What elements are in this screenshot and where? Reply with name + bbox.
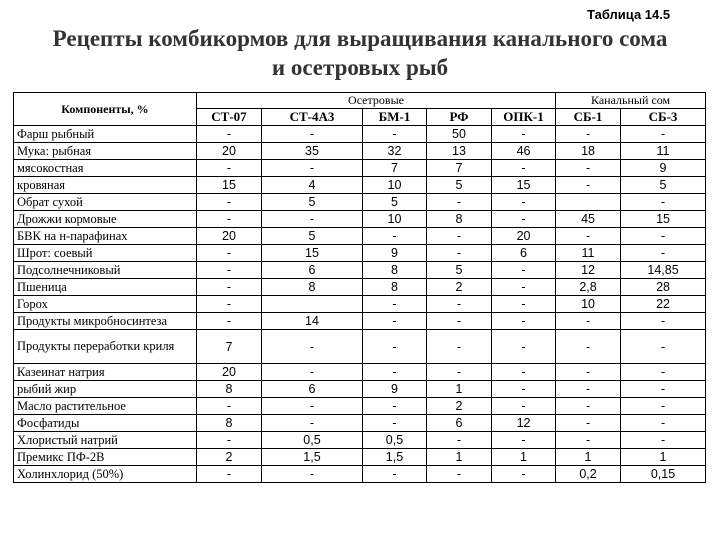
component-name: Продукты переработки криля: [14, 330, 197, 364]
table-cell: -: [621, 432, 706, 449]
table-cell: [556, 194, 621, 211]
header-column: БМ-1: [363, 109, 427, 126]
table-cell: -: [197, 126, 262, 143]
table-cell: 9: [621, 160, 706, 177]
table-cell: 10: [556, 296, 621, 313]
table-cell: 8: [427, 211, 492, 228]
table-cell: [262, 296, 363, 313]
table-cell: -: [492, 313, 556, 330]
table-row: [14, 466, 706, 483]
table-cell: -: [556, 364, 621, 381]
header-column: СТ-4А3: [262, 109, 363, 126]
table-cell: -: [197, 194, 262, 211]
table-cell: -: [556, 228, 621, 245]
table-cell: 5: [262, 194, 363, 211]
table-cell: 20: [197, 143, 262, 160]
table-row: [14, 245, 706, 262]
table-cell: 4: [262, 177, 363, 194]
table-cell: 14: [262, 313, 363, 330]
table-cell: -: [621, 126, 706, 143]
component-name: кровяная: [14, 177, 197, 194]
table-cell: -: [363, 466, 427, 483]
table-cell: 2: [427, 398, 492, 415]
table-cell: -: [621, 228, 706, 245]
header-column: РФ: [427, 109, 492, 126]
table-cell: 12: [556, 262, 621, 279]
table-cell: -: [262, 211, 363, 228]
table-cell: 0,5: [262, 432, 363, 449]
table-cell: 10: [363, 177, 427, 194]
table-row: [14, 330, 706, 364]
recipes-table: [13, 92, 706, 483]
table-cell: -: [427, 194, 492, 211]
component-name: Обрат сухой: [14, 194, 197, 211]
table-row: [14, 177, 706, 194]
table-cell: -: [621, 330, 706, 364]
component-name: Пшеница: [14, 279, 197, 296]
table-cell: 11: [621, 143, 706, 160]
table-cell: -: [197, 211, 262, 228]
component-name: Хлористый натрий: [14, 432, 197, 449]
title-line-1: Рецепты комбикормов для выращивания канального сома: [52, 26, 668, 51]
table-cell: 1: [427, 381, 492, 398]
component-name: Премикс ПФ-2В: [14, 449, 197, 466]
table-row: [14, 262, 706, 279]
table-cell: 2: [197, 449, 262, 466]
table-cell: 2,8: [556, 279, 621, 296]
component-name: Дрожжи кормовые: [14, 211, 197, 228]
table-cell: 13: [427, 143, 492, 160]
table-cell: -: [556, 126, 621, 143]
header-column: ОПК-1: [492, 109, 556, 126]
table-cell: -: [363, 330, 427, 364]
component-name: Шрот: соевый: [14, 245, 197, 262]
table-cell: -: [427, 432, 492, 449]
table-cell: -: [262, 415, 363, 432]
table-cell: -: [556, 177, 621, 194]
table-cell: 1: [556, 449, 621, 466]
table-cell: -: [427, 245, 492, 262]
table-cell: -: [197, 466, 262, 483]
table-cell: 8: [363, 279, 427, 296]
table-cell: -: [197, 398, 262, 415]
table-cell: -: [621, 415, 706, 432]
table-cell: -: [363, 415, 427, 432]
table-cell: -: [197, 432, 262, 449]
table-row: [14, 381, 706, 398]
table-cell: 15: [492, 177, 556, 194]
table-cell: 6: [262, 381, 363, 398]
table-cell: 1: [427, 449, 492, 466]
table-cell: 8: [197, 381, 262, 398]
table-cell: -: [363, 398, 427, 415]
table-cell: -: [556, 381, 621, 398]
table-cell: -: [492, 262, 556, 279]
table-cell: -: [556, 160, 621, 177]
table-cell: -: [262, 466, 363, 483]
table-cell: 46: [492, 143, 556, 160]
table-cell: -: [621, 313, 706, 330]
table-cell: 1,5: [363, 449, 427, 466]
table-cell: -: [363, 296, 427, 313]
table-cell: 7: [427, 160, 492, 177]
table-row: [14, 143, 706, 160]
component-name: Холинхлорид (50%): [14, 466, 197, 483]
table-cell: 0,15: [621, 466, 706, 483]
table-cell: -: [492, 160, 556, 177]
component-name: Мука: рыбная: [14, 143, 197, 160]
table-cell: -: [621, 245, 706, 262]
table-row: [14, 194, 706, 211]
table-cell: -: [197, 245, 262, 262]
table-cell: 1: [621, 449, 706, 466]
table-cell: 5: [621, 177, 706, 194]
table-row: [14, 160, 706, 177]
header-column: СТ-07: [197, 109, 262, 126]
table-body: [14, 126, 706, 483]
component-name: Подсолнечниковый: [14, 262, 197, 279]
table-cell: 7: [197, 330, 262, 364]
table-cell: -: [492, 296, 556, 313]
table-cell: -: [262, 330, 363, 364]
table-cell: 12: [492, 415, 556, 432]
table-cell: 14,85: [621, 262, 706, 279]
component-name: Фосфатиды: [14, 415, 197, 432]
component-name: Масло растительное: [14, 398, 197, 415]
header-group-catfish: Канальный сом: [556, 93, 706, 109]
table-cell: 7: [363, 160, 427, 177]
table-cell: -: [621, 194, 706, 211]
table-row: [14, 398, 706, 415]
table-cell: 20: [197, 228, 262, 245]
table-row: [14, 415, 706, 432]
table-cell: -: [556, 313, 621, 330]
table-cell: 2: [427, 279, 492, 296]
table-row: [14, 126, 706, 143]
table-cell: -: [262, 364, 363, 381]
page-title: [0, 24, 720, 82]
table-row: [14, 449, 706, 466]
table-cell: 5: [363, 194, 427, 211]
table-cell: -: [492, 211, 556, 228]
table-cell: -: [556, 330, 621, 364]
table-cell: -: [621, 398, 706, 415]
table-cell: 9: [363, 381, 427, 398]
table-row: [14, 313, 706, 330]
table-cell: 1: [492, 449, 556, 466]
table-cell: -: [556, 432, 621, 449]
table-cell: -: [492, 381, 556, 398]
table-cell: 50: [427, 126, 492, 143]
table-cell: 10: [363, 211, 427, 228]
table-cell: -: [197, 296, 262, 313]
table-cell: 6: [427, 415, 492, 432]
table-cell: -: [492, 364, 556, 381]
table-cell: -: [492, 466, 556, 483]
table-cell: 6: [262, 262, 363, 279]
table-cell: -: [556, 415, 621, 432]
table-cell: 20: [492, 228, 556, 245]
table-row: [14, 211, 706, 228]
table-cell: -: [492, 279, 556, 296]
table-cell: 15: [197, 177, 262, 194]
table-cell: 5: [262, 228, 363, 245]
table-cell: -: [621, 364, 706, 381]
table-cell: -: [492, 194, 556, 211]
table-cell: -: [427, 296, 492, 313]
table-cell: -: [621, 381, 706, 398]
table-cell: -: [427, 330, 492, 364]
table-cell: 32: [363, 143, 427, 160]
component-name: Казеинат натрия: [14, 364, 197, 381]
table-cell: 9: [363, 245, 427, 262]
table-cell: 28: [621, 279, 706, 296]
table-cell: 22: [621, 296, 706, 313]
table-cell: -: [427, 466, 492, 483]
header-column: СБ-3: [621, 109, 706, 126]
table-cell: 0,2: [556, 466, 621, 483]
table-cell: -: [262, 160, 363, 177]
table-row: [14, 228, 706, 245]
table-cell: -: [427, 364, 492, 381]
header-components: Компоненты, %: [14, 93, 197, 126]
table-cell: -: [427, 313, 492, 330]
table-cell: 8: [262, 279, 363, 296]
table-cell: -: [363, 313, 427, 330]
table-number-label: Таблица 14.5: [587, 7, 671, 22]
component-name: Фарш рыбный: [14, 126, 197, 143]
table-row: [14, 279, 706, 296]
table-cell: 5: [427, 177, 492, 194]
table-cell: -: [197, 160, 262, 177]
table-cell: 8: [197, 415, 262, 432]
table-cell: 5: [427, 262, 492, 279]
table-cell: -: [363, 228, 427, 245]
table-cell: -: [492, 330, 556, 364]
table-row: [14, 432, 706, 449]
table-cell: -: [197, 262, 262, 279]
component-name: Горох: [14, 296, 197, 313]
table-cell: 20: [197, 364, 262, 381]
table-cell: -: [363, 126, 427, 143]
component-name: Продукты микробносинтеза: [14, 313, 197, 330]
table-cell: -: [197, 279, 262, 296]
table-cell: 15: [262, 245, 363, 262]
table-cell: 45: [556, 211, 621, 228]
table-cell: -: [492, 126, 556, 143]
header-group-sturgeon: Осетровые: [197, 93, 556, 109]
header-column: СБ-1: [556, 109, 621, 126]
table-cell: -: [556, 398, 621, 415]
table-cell: -: [492, 398, 556, 415]
component-name: мясокостная: [14, 160, 197, 177]
table-cell: -: [262, 398, 363, 415]
title-line-2: и осетровых рыб: [271, 55, 449, 80]
component-name: рыбий жир: [14, 381, 197, 398]
table-cell: 35: [262, 143, 363, 160]
table-cell: -: [262, 126, 363, 143]
table-cell: 0,5: [363, 432, 427, 449]
table-row: [14, 296, 706, 313]
table-cell: -: [427, 228, 492, 245]
table-cell: 1,5: [262, 449, 363, 466]
table-cell: -: [197, 313, 262, 330]
table-cell: -: [492, 432, 556, 449]
table-cell: 15: [621, 211, 706, 228]
table-row: [14, 364, 706, 381]
table-cell: -: [363, 364, 427, 381]
component-name: БВК на н-парафинах: [14, 228, 197, 245]
table-cell: 11: [556, 245, 621, 262]
table-cell: 18: [556, 143, 621, 160]
table-cell: 6: [492, 245, 556, 262]
table-cell: 8: [363, 262, 427, 279]
